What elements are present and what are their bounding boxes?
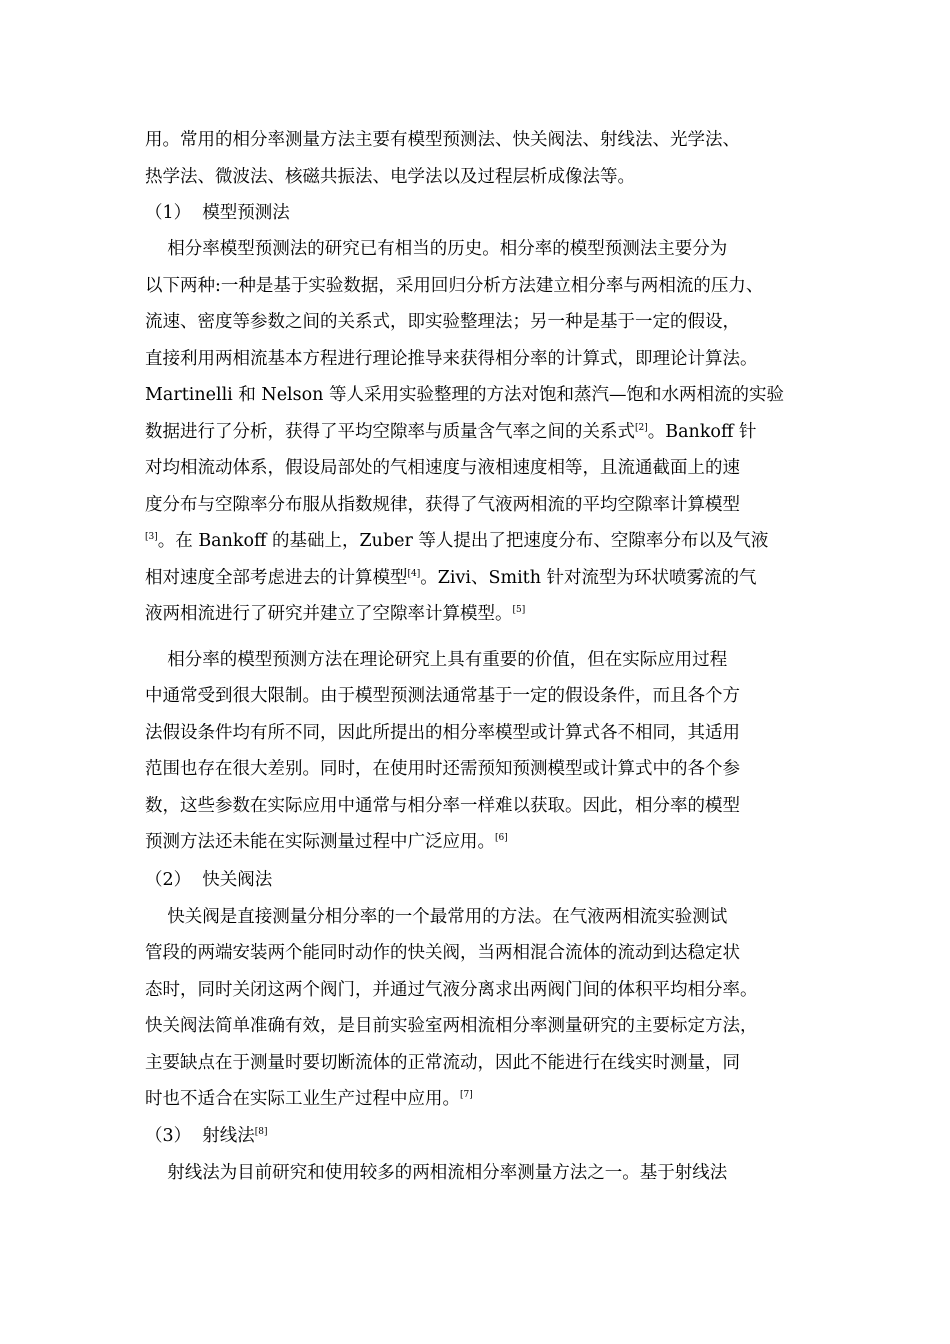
section-heading-quick-closing-valve: （2） 快关阀法 [145,870,273,890]
body-text-line: 相对速度全部考虑进去的计算模型[4]。Zivi、Smith 针对流型为环状喷雾流的气 [145,568,757,588]
citation: [2] [635,423,648,433]
body-text-line: Martinelli 和 Nelson 等人采用实验整理的方法对饱和蒸汽—饱和水两相流的实验 [145,385,785,405]
citation: [3] [145,532,158,542]
body-text-line: 相分率的模型预测方法在理论研究上具有重要的价值，但在实际应用过程 [145,650,728,670]
body-text-line: 射线法为目前研究和使用较多的两相流相分率测量方法之一。基于射线法 [145,1163,728,1183]
section-heading-model-prediction: （1） 模型预测法 [145,203,290,223]
body-text-line: 中通常受到很大限制。由于模型预测法通常基于一定的假设条件，而且各个方 [145,686,740,706]
body-text-line: 管段的两端安装两个能同时动作的快关阀，当两相混合流体的流动到达稳定状 [145,943,740,963]
citation: [5] [512,605,526,615]
citation: [7] [460,1090,473,1100]
body-text-line: 主要缺点在于测量时要切断流体的正常流动，因此不能进行在线实时测量，同 [145,1053,740,1073]
body-text-line: 对均相流动体系，假设局部处的气相速度与液相速度相等，且流通截面上的速 [145,458,740,478]
section-heading-ray-method: （3） 射线法[8] [145,1126,268,1146]
body-text-line: 相分率模型预测法的研究已有相当的历史。相分率的模型预测法主要分为 [145,239,728,259]
body-text-line: 热学法、微波法、核磁共振法、电学法以及过程层析成像法等。 [145,167,635,187]
body-text-line: 快关阀是直接测量分相分率的一个最常用的方法。在气液两相流实验测试 [145,907,728,927]
body-text-line: 流速、密度等参数之间的关系式，即实验整理法；另一种是基于一定的假设， [145,312,740,332]
body-text-line: 预测方法还未能在实际测量过程中广泛应用。[6] [145,832,508,852]
body-text-line: 态时，同时关闭这两个阀门，并通过气液分离求出两阀门间的体积平均相分率。 [145,980,758,1000]
body-text-line: 数据进行了分析，获得了平均空隙率与质量含气率之间的关系式[2]。Bankoff 针 [145,422,757,442]
body-text-line: [3]。在 Bankoff 的基础上，Zuber 等人提出了把速度分布、空隙率分布以及气液 [145,531,769,551]
body-text-line: 液两相流进行了研究并建立了空隙率计算模型。[5] [145,604,526,624]
citation: [4] [407,569,421,579]
body-text-line: 直接利用两相流基本方程进行理论推导来获得相分率的计算式，即理论计算法。 [145,349,758,369]
body-text-line: 以下两种:一种是基于实验数据，采用回归分析方法建立相分率与两相流的压力、 [145,276,764,296]
body-text-line: 度分布与空隙率分布服从指数规律，获得了气液两相流的平均空隙率计算模型 [145,495,740,515]
citation: [6] [495,833,508,843]
citation: [8] [254,1127,268,1137]
body-text-line: 数，这些参数在实际应用中通常与相分率一样难以获取。因此，相分率的模型 [145,796,740,816]
body-text-line: 范围也存在很大差别。同时，在使用时还需预知预测模型或计算式中的各个参 [145,759,740,779]
body-text-line: 时也不适合在实际工业生产过程中应用。[7] [145,1089,473,1109]
body-text-line: 法假设条件均有所不同，因此所提出的相分率模型或计算式各不相同，其适用 [145,723,740,743]
body-text-line: 快关阀法简单准确有效，是目前实验室两相流相分率测量研究的主要标定方法， [145,1016,758,1036]
body-text-line: 用。常用的相分率测量方法主要有模型预测法、快关阀法、射线法、光学法、 [145,130,740,150]
